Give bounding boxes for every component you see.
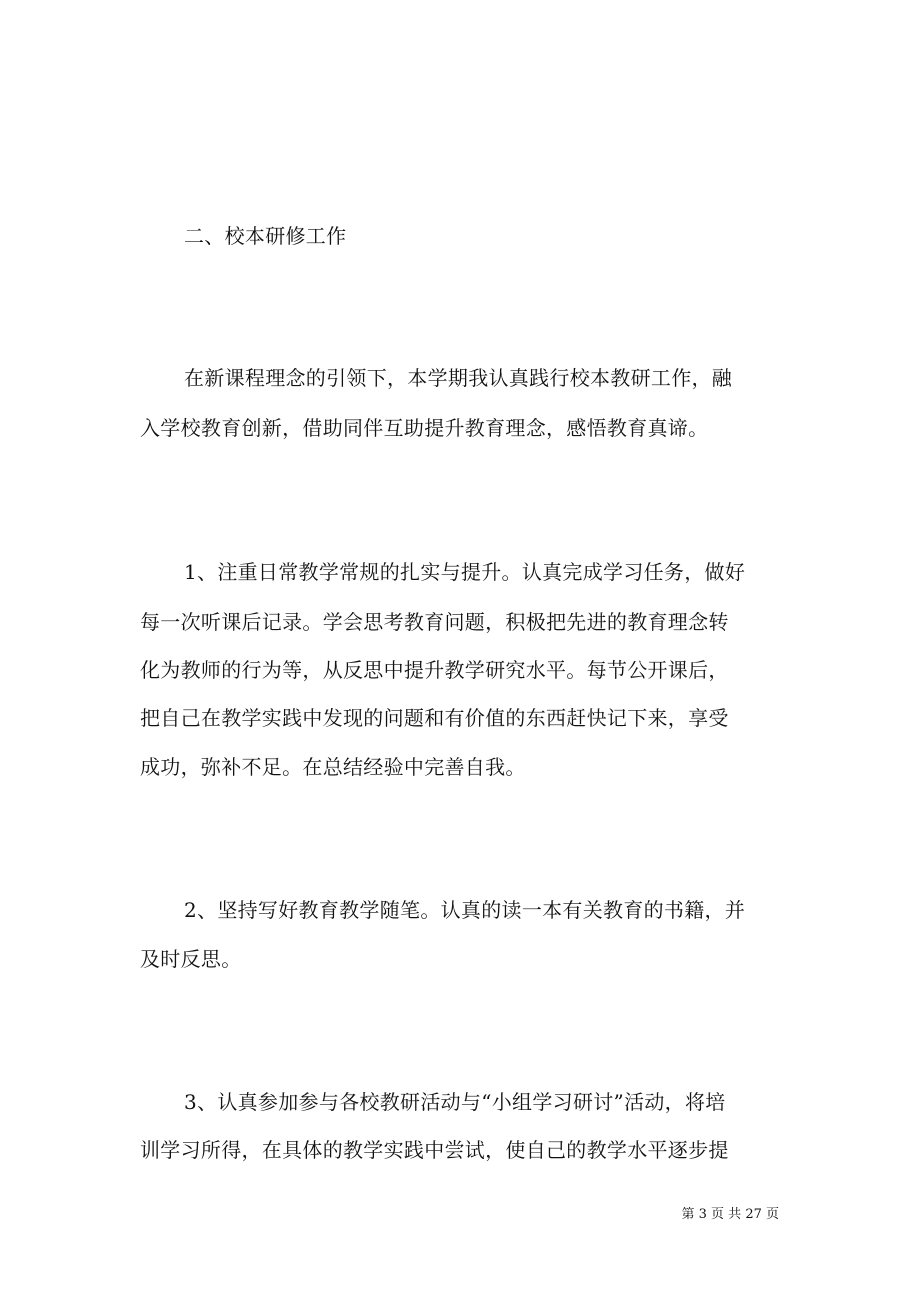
paragraph-line: 把自己在教学实践中发现的问题和有价值的东西赶快记下来，享受	[140, 706, 729, 730]
paragraph-line: 训学习所得，在具体的教学实践中尝试，使自己的教学水平逐步提	[140, 1138, 729, 1162]
paragraph-line: 化为教师的行为等，从反思中提升教学研究水平。每节公开课后，	[140, 658, 729, 682]
paragraph-line: 1、注重日常教学常规的扎实与提升。认真完成学习任务，做好	[184, 560, 746, 584]
page-number-footer: 第 3 页 共 27 页	[681, 1207, 779, 1222]
paragraph-line: 每一次听课后记录。学会思考教育问题，积极把先进的教育理念转	[140, 610, 729, 634]
paragraph-line: 在新课程理念的引领下，本学期我认真践行校本教研工作，融	[184, 366, 733, 390]
section-heading: 二、校本研修工作	[184, 224, 347, 248]
paragraph-line: 3、认真参加参与各校教研活动与“小组学习研讨”活动，将培	[184, 1090, 726, 1114]
paragraph-line: 及时反思。	[140, 947, 242, 971]
paragraph-line: 入学校教育创新，借助同伴互助提升教育理念，感悟教育真谛。	[140, 416, 709, 440]
paragraph-line: 2、坚持写好教育教学随笔。认真的读一本有关教育的书籍，并	[184, 898, 746, 922]
paragraph-line: 成功，弥补不足。在总结经验中完善自我。	[140, 755, 526, 779]
